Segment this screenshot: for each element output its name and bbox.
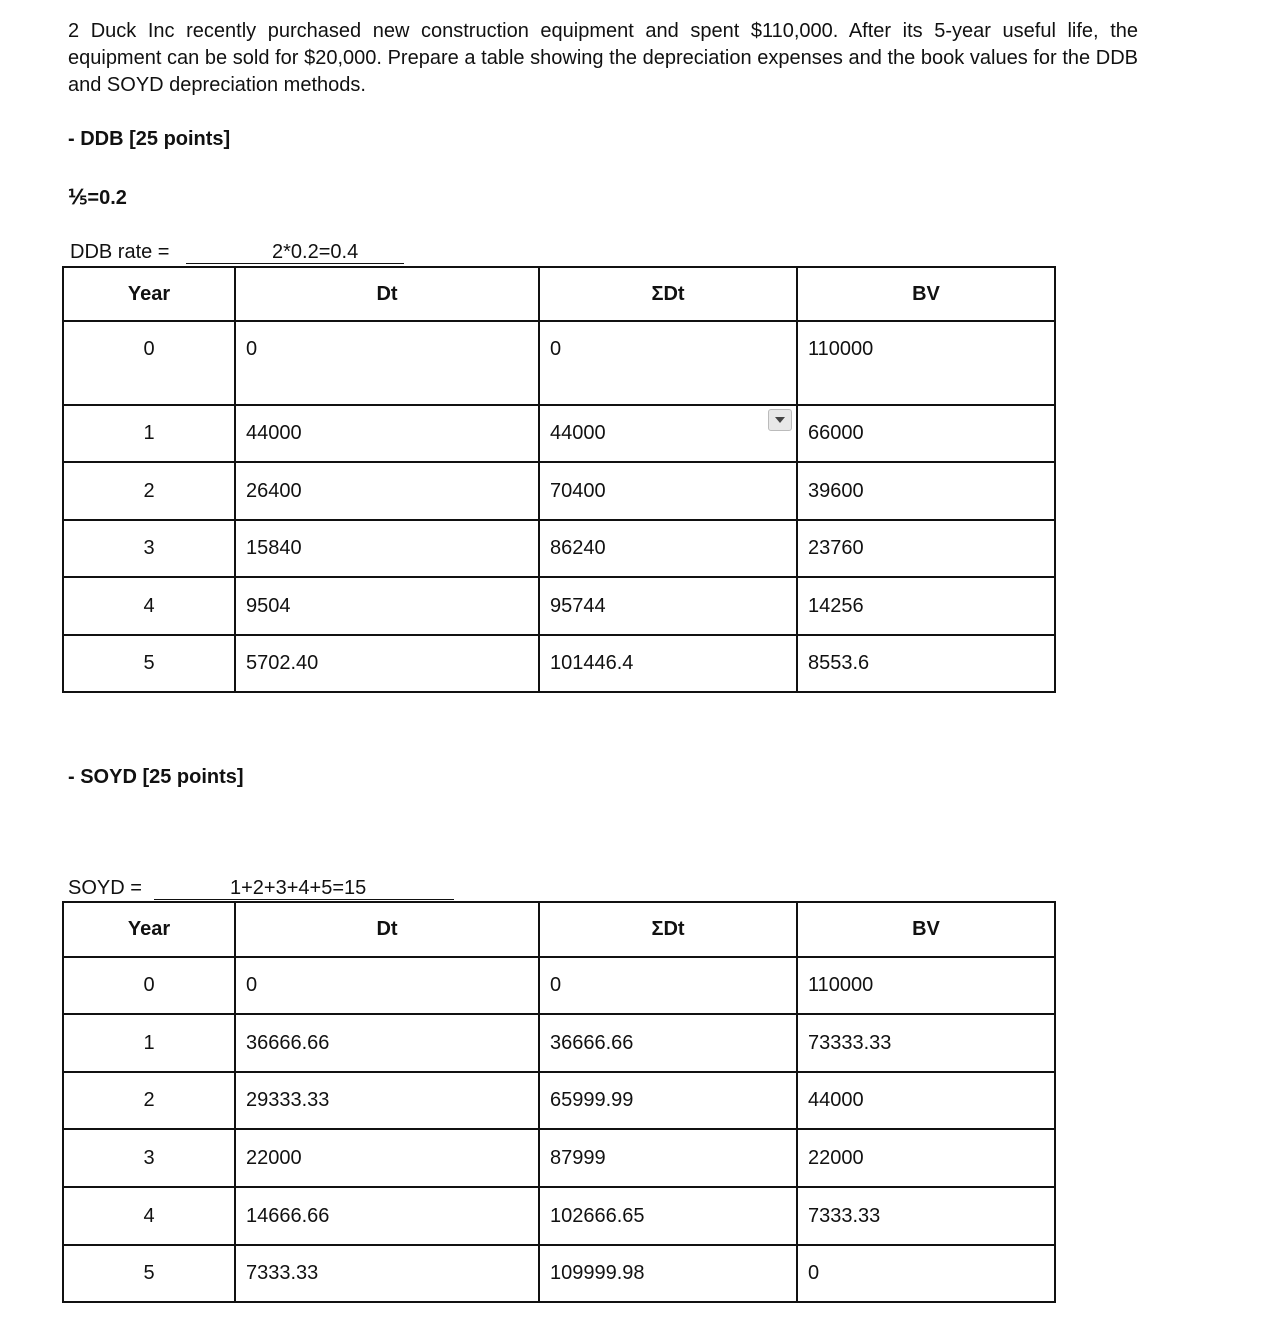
header-bv: BV [797, 902, 1055, 957]
header-sum-dt: ΣDt [539, 267, 797, 321]
dt-cell: 26400 [235, 462, 539, 520]
bv-cell: 23760 [797, 520, 1055, 577]
bv-cell: 22000 [797, 1129, 1055, 1187]
dt-cell: 7333.33 [235, 1245, 539, 1302]
sum-dt-cell: 109999.98 [539, 1245, 797, 1302]
dt-cell: 9504 [235, 577, 539, 635]
bv-cell: 7333.33 [797, 1187, 1055, 1245]
problem-statement: 2 Duck Inc recently purchased new construction equipment and spent $110,000. After its 5-year useful life, the equipment can be sold for $20,000. Prepare a table showing the depreciation expenses and the book values for the DDB and SOYD depreciation methods. [68, 20, 1138, 96]
year-cell: 2 [63, 462, 235, 520]
bv-cell: 8553.6 [797, 635, 1055, 692]
fraction-note: ⅕=0.2 [68, 187, 127, 209]
sum-dt-cell: 87999 [539, 1129, 797, 1187]
bv-cell: 0 [797, 1245, 1055, 1302]
sum-dt-cell: 70400 [539, 462, 797, 520]
soyd-rate-label: SOYD = [68, 877, 142, 899]
bv-cell: 44000 [797, 1072, 1055, 1129]
header-year: Year [63, 267, 235, 321]
table-row [63, 1187, 1055, 1245]
year-cell: 5 [63, 1245, 235, 1302]
dt-cell: 15840 [235, 520, 539, 577]
header-dt: Dt [235, 902, 539, 957]
year-cell: 5 [63, 635, 235, 692]
soyd-heading: - SOYD [25 points] [68, 766, 244, 788]
dt-cell: 29333.33 [235, 1072, 539, 1129]
ddb-header-row [63, 267, 1055, 321]
sum-dt-cell: 102666.65 [539, 1187, 797, 1245]
year-cell: 0 [63, 957, 235, 1014]
header-sum-dt: ΣDt [539, 902, 797, 957]
table-row [63, 1245, 1055, 1302]
sum-dt-cell: 36666.66 [539, 1014, 797, 1072]
dt-cell: 0 [235, 957, 539, 1014]
sum-dt-cell: 101446.4 [539, 635, 797, 692]
year-cell: 3 [63, 1129, 235, 1187]
ddb-rate-label: DDB rate = [70, 241, 170, 263]
dt-cell: 0 [235, 321, 539, 405]
soyd-table [62, 901, 1056, 1303]
year-cell: 3 [63, 520, 235, 577]
sum-dt-cell: 0 [539, 957, 797, 1014]
soyd-rate-value: 1+2+3+4+5=15 [230, 877, 367, 899]
table-row [63, 577, 1055, 635]
table-row [63, 1072, 1055, 1129]
soyd-header-row [63, 902, 1055, 957]
table-row [63, 405, 1055, 462]
table-row [63, 1014, 1055, 1072]
sum-dt-cell: 44000 [539, 405, 797, 462]
header-dt: Dt [235, 267, 539, 321]
header-year: Year [63, 902, 235, 957]
table-row [63, 520, 1055, 577]
year-cell: 2 [63, 1072, 235, 1129]
dt-cell: 5702.40 [235, 635, 539, 692]
dt-cell: 36666.66 [235, 1014, 539, 1072]
year-cell: 1 [63, 1014, 235, 1072]
sum-dt-cell: 65999.99 [539, 1072, 797, 1129]
year-cell: 0 [63, 321, 235, 405]
sum-dt-cell: 0 [539, 321, 797, 405]
bv-cell: 110000 [797, 321, 1055, 405]
table-row [63, 462, 1055, 520]
table-row [63, 1129, 1055, 1187]
sum-dt-cell: 86240 [539, 520, 797, 577]
year-cell: 1 [63, 405, 235, 462]
dt-cell: 22000 [235, 1129, 539, 1187]
year-cell: 4 [63, 1187, 235, 1245]
bv-cell: 110000 [797, 957, 1055, 1014]
chevron-down-icon[interactable] [768, 409, 792, 431]
bv-cell: 66000 [797, 405, 1055, 462]
ddb-rate-value: 2*0.2=0.4 [272, 241, 359, 263]
table-row [63, 635, 1055, 692]
bv-cell: 39600 [797, 462, 1055, 520]
year-cell: 4 [63, 577, 235, 635]
header-bv: BV [797, 267, 1055, 321]
dt-cell: 44000 [235, 405, 539, 462]
table-row [63, 321, 1055, 405]
ddb-heading: - DDB [25 points] [68, 128, 231, 150]
bv-cell: 14256 [797, 577, 1055, 635]
ddb-table [62, 266, 1056, 693]
sum-dt-cell: 95744 [539, 577, 797, 635]
table-row [63, 957, 1055, 1014]
dt-cell: 14666.66 [235, 1187, 539, 1245]
bv-cell: 73333.33 [797, 1014, 1055, 1072]
